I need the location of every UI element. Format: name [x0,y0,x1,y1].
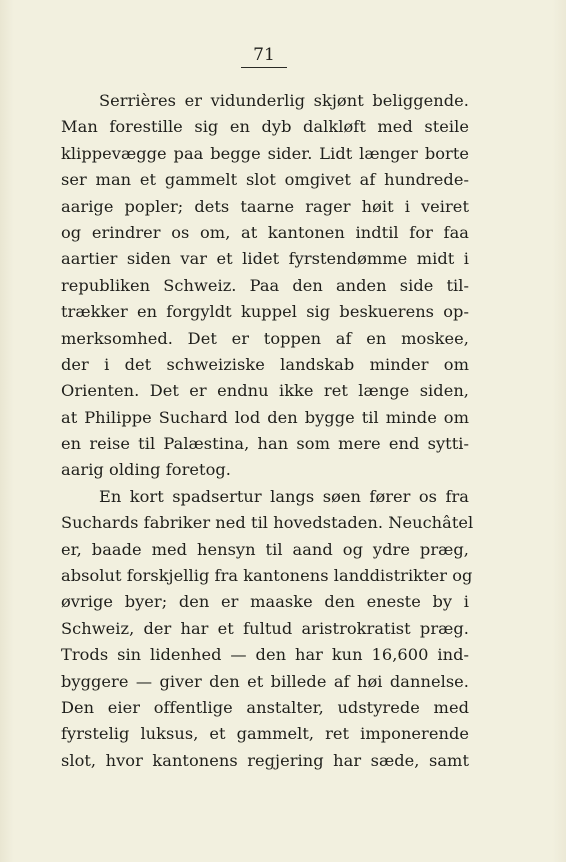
page-number: 71 [241,44,287,68]
text-line: trækker en forgyldt kuppel sig beskuerens op- [61,302,469,322]
text-line: Serrières er vidunderlig skjønt beliggende. [99,91,469,110]
text-line: øvrige byer; den er maaske den eneste by i [61,592,469,612]
text-line: En kort spadsertur langs søen fører os fra [99,486,469,506]
text-line: at Philippe Suchard lod den bygge til minde om [61,407,469,427]
text-line: merksomhed. Det er toppen af en moskee, [61,328,469,348]
text-line: ser man et gammelt slot omgivet af hundrede- [61,170,469,190]
text-line: Orienten. Det er endnu ikke ret længe siden, [61,381,469,401]
text-line: Schweiz, der har et fultud aristrokratist præg. [61,618,469,638]
text-line: og erindrer os om, at kantonen indtil for faa [61,222,469,242]
text-line: fyrstelig luksus, et gammelt, ret imponerende [61,724,469,744]
text-line: aartier siden var et lidet fyrstendømme midt i [61,249,469,269]
text-line: Den eier offentlige anstalter, udstyrede med [61,697,469,717]
text-line: aarig olding foretog. [61,460,231,480]
text-line: klippevægge paa begge sider. Lidt længer borte [61,143,469,163]
text-line: Suchards fabriker ned til hovedstaden. Neuchâtel [61,513,474,533]
text-line: en reise til Palæstina, han som mere end sytti- [61,434,469,454]
text-line: Man forestille sig en dyb dalkløft med steile [61,117,469,137]
text-line: Trods sin lidenhed — den har kun 16,600 ind- [61,645,469,665]
text-line: republiken Schweiz. Paa den anden side til- [61,275,469,295]
text-line: byggere — giver den et billede af høi dannelse. [61,671,469,691]
text-line: absolut forskjellig fra kantonens landdistrikter og [61,566,473,586]
text-line: slot, hvor kantonens regjering har sæde, samt [61,750,469,770]
body-text [61,88,474,774]
text-line: er, baade med hensyn til aand og ydre præg, [61,539,469,559]
text-line: aarige popler; dets taarne rager høit i veiret [61,196,469,216]
text-line: der i det schweiziske landskab minder om [61,354,469,374]
